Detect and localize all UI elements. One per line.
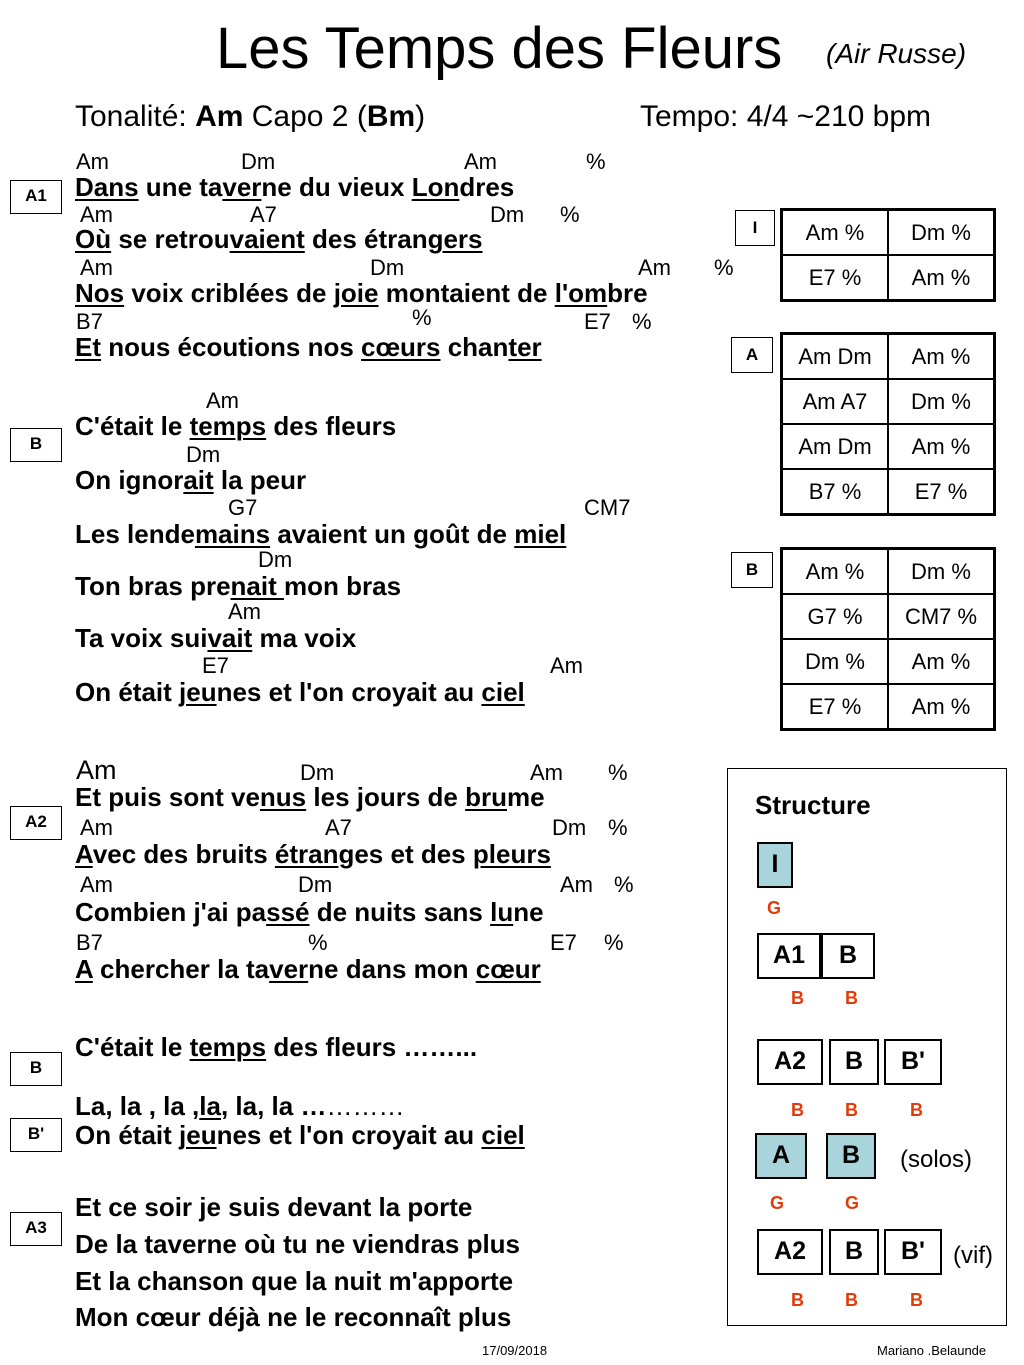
chord: Dm	[490, 202, 525, 227]
structure-box: B'	[884, 1039, 942, 1085]
chord-grid-intro	[780, 208, 996, 302]
grid-cell: CM7 %	[888, 594, 995, 639]
lyric-line: Combien j'ai passé de nuits sans lune	[75, 897, 544, 927]
chord: Am	[530, 760, 563, 785]
structure-box: A	[755, 1133, 807, 1179]
chord: %	[560, 202, 580, 227]
grid-cell: Am %	[888, 424, 995, 469]
chord: A7	[250, 202, 277, 227]
chord: %	[604, 930, 624, 955]
chord: CM7	[584, 495, 631, 520]
structure-box: B	[829, 1229, 879, 1275]
grid-cell: Am %	[782, 549, 889, 595]
grid-cell: B7 %	[782, 469, 889, 515]
structure-mark: B	[791, 988, 804, 1008]
structure-mark: B	[791, 1290, 804, 1310]
chord: Dm	[241, 149, 276, 174]
footer-author: Mariano .Belaunde	[877, 1343, 987, 1358]
chord: Am	[80, 202, 113, 227]
section-label-a3: A3	[10, 1212, 62, 1246]
lyric-line: Où se retrouvaient des étrangers	[75, 224, 483, 254]
chord: Am	[80, 255, 113, 280]
structure-mark: B	[791, 1100, 804, 1120]
structure-box: A2	[757, 1039, 823, 1085]
chord: %	[308, 930, 328, 955]
chord: Dm	[300, 760, 335, 785]
grid-cell: Dm %	[888, 210, 995, 256]
structure-mark: B	[845, 988, 858, 1008]
grid-label-b: B	[731, 552, 773, 588]
section-label-b-prime: B'	[10, 1118, 62, 1152]
grid-cell: Am %	[782, 210, 889, 256]
lyric-line: La, la , la ,la, la, la …………	[75, 1091, 405, 1121]
structure-title: Structure	[755, 790, 871, 820]
grid-cell: Dm %	[888, 379, 995, 424]
structure-box: B	[829, 1039, 879, 1085]
grid-cell: E7 %	[782, 255, 889, 301]
structure-box: B'	[884, 1229, 942, 1275]
chord: %	[614, 872, 634, 897]
grid-cell: Am %	[888, 334, 995, 380]
capo-value: Bm	[366, 100, 416, 133]
chord: Am	[76, 755, 117, 785]
grid-cell: Am %	[888, 639, 995, 684]
lyric-line: On était jeunes et l'on croyait au ciel	[75, 677, 525, 707]
lyric-line: C'était le temps des fleurs	[75, 411, 397, 441]
grid-cell: Am Dm	[782, 334, 889, 380]
lyric-line: C'était le temps des fleurs ……...	[75, 1032, 478, 1062]
grid-cell: E7 %	[888, 469, 995, 515]
page-subtitle: (Air Russe)	[826, 38, 967, 69]
chord: B7	[76, 930, 103, 955]
tempo-info: Tempo: 4/4 ~210 bpm	[640, 100, 932, 133]
lyric-line: Nos voix criblées de joie montaient de l'ombre	[75, 278, 648, 308]
structure-mark: B	[910, 1100, 923, 1120]
key-value: Am	[195, 100, 244, 133]
lyric-line: Et la chanson que la nuit m'apporte	[75, 1266, 514, 1296]
chord: %	[608, 760, 628, 785]
lyric-line: Mon cœur déjà ne le reconnaît plus	[75, 1302, 512, 1332]
lyric-line: Ta voix suivait ma voix	[75, 623, 357, 653]
capo-label: Capo 2 (	[243, 100, 367, 133]
chord: %	[608, 815, 628, 840]
chord: %	[714, 255, 734, 280]
lyric-line: Ton bras prenait mon bras	[75, 571, 402, 601]
chord: Am	[206, 388, 239, 413]
capo-close: )	[415, 100, 426, 133]
chord-grid-a	[780, 332, 996, 516]
chord: Am	[80, 815, 113, 840]
page-title: Les Temps des Fleurs	[216, 16, 783, 81]
chord: Am	[560, 872, 593, 897]
structure-box-intro: I	[757, 842, 793, 888]
lyric-line: On ignorait la peur	[75, 465, 307, 495]
structure-box: A1	[757, 933, 821, 979]
lyric-line: Dans une taverne du vieux Londres	[75, 172, 515, 202]
grid-cell: Am %	[888, 684, 995, 730]
lyric-line: De la taverne où tu ne viendras plus	[75, 1229, 521, 1259]
chord: %	[412, 305, 432, 330]
grid-cell: Am A7	[782, 379, 889, 424]
chord: E7	[550, 930, 577, 955]
chord: E7	[202, 653, 229, 678]
lyric-line: A chercher la taverne dans mon cœur	[75, 954, 541, 984]
section-label-b: B	[10, 428, 62, 462]
structure-mark: G	[845, 1193, 860, 1213]
key-info	[75, 100, 425, 134]
grid-cell: Am %	[888, 255, 995, 301]
chord: G7	[228, 495, 258, 520]
lyric-line: Les lendemains avaient un goût de miel	[75, 519, 567, 549]
chord: Am	[638, 255, 671, 280]
grid-cell: G7 %	[782, 594, 889, 639]
grid-cell: Am Dm	[782, 424, 889, 469]
structure-mark: B	[845, 1290, 858, 1310]
structure-mark: B	[910, 1290, 923, 1310]
chord: E7	[584, 309, 611, 334]
chord: %	[632, 309, 652, 334]
structure-note-solos: (solos)	[900, 1146, 973, 1173]
structure-mark: G	[770, 1193, 785, 1213]
chord: Am	[76, 149, 109, 174]
section-label-b-repeat: B	[10, 1052, 62, 1086]
chord: Dm	[258, 547, 293, 572]
key-label: Tonalité:	[75, 100, 196, 133]
chord: Am	[464, 149, 497, 174]
chord: Am	[550, 653, 583, 678]
chord: Dm	[370, 255, 405, 280]
grid-cell: Dm %	[782, 639, 889, 684]
structure-box: B	[826, 1133, 876, 1179]
structure-box: B	[821, 933, 875, 979]
lyric-line: Et puis sont venus les jours de brume	[75, 782, 545, 812]
lyric-line: Et nous écoutions nos cœurs chanter	[75, 332, 542, 362]
structure-note-vif: (vif)	[953, 1242, 993, 1269]
chord: Am	[80, 872, 113, 897]
chord: Dm	[298, 872, 333, 897]
chord: Am	[228, 599, 261, 624]
structure-mark: G	[767, 898, 782, 918]
chord: Dm	[186, 442, 221, 467]
chord: %	[586, 149, 606, 174]
chord: Dm	[552, 815, 587, 840]
structure-mark: B	[845, 1100, 858, 1120]
lyric-line: On était jeunes et l'on croyait au ciel	[75, 1120, 525, 1150]
structure-box: A2	[757, 1229, 823, 1275]
lyric-line: Avec des bruits étranges et des pleurs	[75, 839, 551, 869]
grid-label-i: I	[735, 210, 775, 246]
grid-label-a: A	[731, 337, 773, 373]
grid-cell: E7 %	[782, 684, 889, 730]
grid-cell: Dm %	[888, 549, 995, 595]
footer-date: 17/09/2018	[482, 1343, 548, 1358]
chord-grid-b	[780, 547, 996, 731]
chord: A7	[325, 815, 352, 840]
section-label-a2: A2	[10, 806, 62, 840]
section-label-a1: A1	[10, 180, 62, 214]
chord: B7	[76, 309, 103, 334]
lyric-line: Et ce soir je suis devant la porte	[75, 1192, 473, 1222]
